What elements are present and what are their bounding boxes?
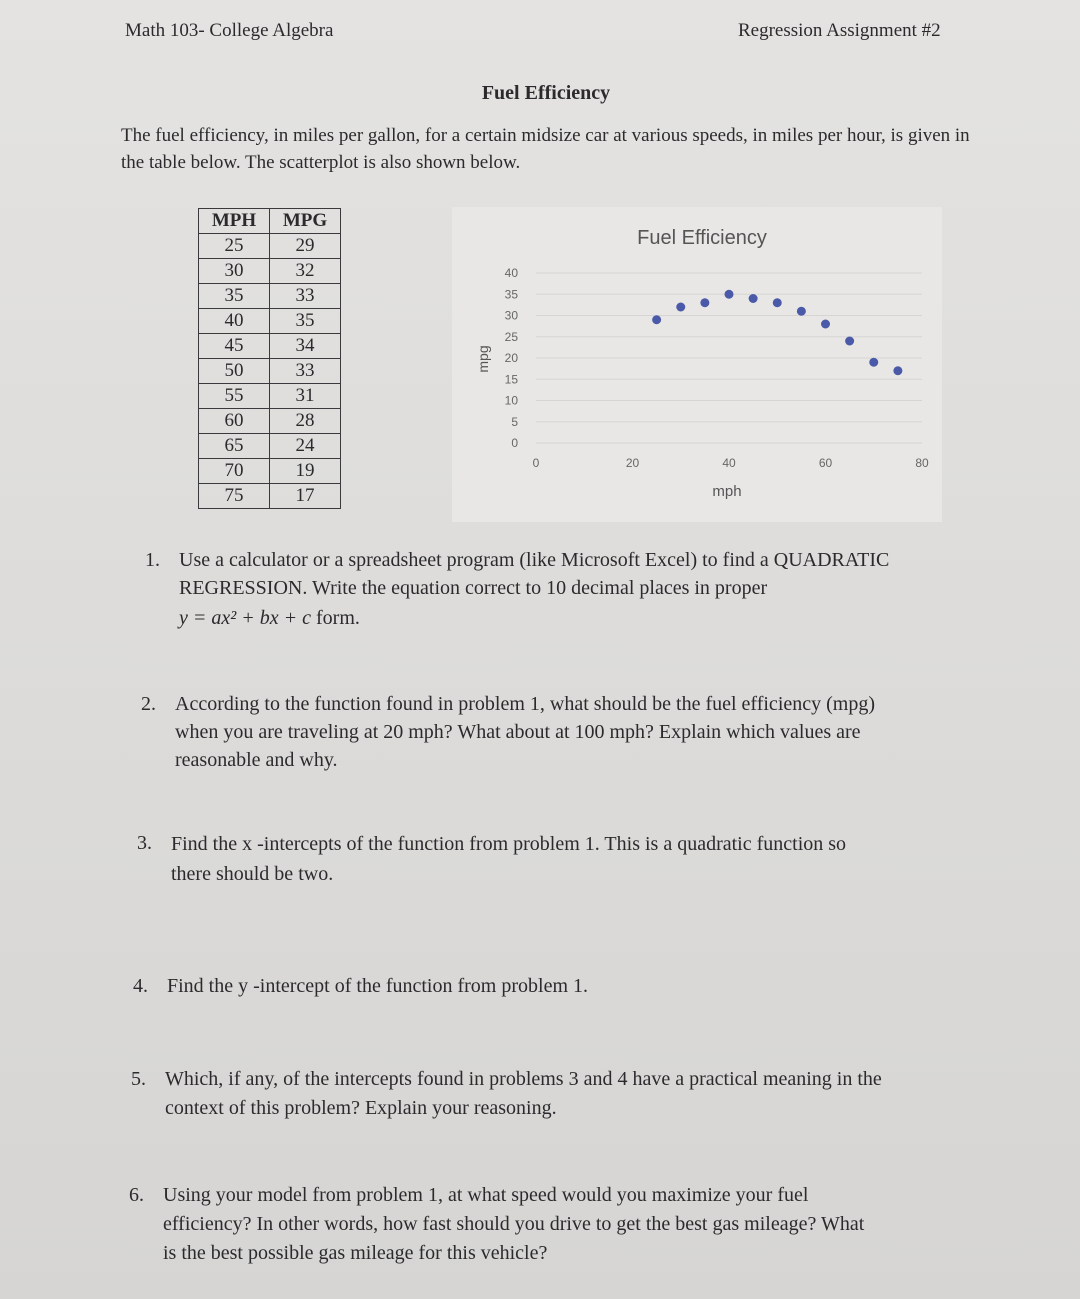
cell-mpg: 32	[270, 259, 341, 284]
cell-mph: 55	[199, 384, 270, 409]
table-row	[199, 284, 341, 309]
column-header-mph: MPH	[199, 209, 270, 234]
y-tick-label: 35	[504, 287, 518, 302]
x-tick-label: 20	[625, 456, 640, 470]
table-row	[199, 384, 341, 409]
data-table	[198, 208, 341, 509]
data-point	[845, 337, 854, 346]
table-row	[199, 259, 341, 284]
cell-mph: 35	[199, 284, 270, 309]
cell-mph: 30	[199, 259, 270, 284]
cell-mph: 25	[199, 234, 270, 259]
table-row	[199, 309, 341, 334]
question-line: context of this problem? Explain your reasoning.	[165, 1097, 557, 1119]
cell-mph: 60	[199, 409, 270, 434]
x-tick-label: 0	[532, 456, 540, 470]
question-line: when you are traveling at 20 mph? What about at 100 mph? Explain which values are	[175, 721, 861, 743]
data-point	[797, 307, 806, 316]
cell-mph: 70	[199, 459, 270, 484]
data-point	[725, 290, 734, 299]
table-header-row	[199, 209, 341, 234]
cell-mpg: 35	[270, 309, 341, 334]
cell-mph: 50	[199, 359, 270, 384]
table-row	[199, 234, 341, 259]
x-axis-label: mph	[712, 483, 742, 500]
y-tick-label: 25	[504, 329, 518, 344]
cell-mph: 40	[199, 309, 270, 334]
cell-mpg: 29	[270, 234, 341, 259]
cell-mpg: 33	[270, 284, 341, 309]
table-row	[199, 459, 341, 484]
cell-mph: 75	[199, 484, 270, 509]
y-tick-label: 0	[511, 436, 518, 450]
scatterplot-chart	[452, 207, 942, 522]
chart-title: Fuel Efficiency	[637, 227, 767, 249]
cell-mpg: 17	[270, 484, 341, 509]
cell-mpg: 31	[270, 384, 341, 409]
data-point	[821, 320, 830, 329]
data-point	[652, 315, 661, 324]
data-point	[893, 366, 902, 375]
cell-mpg: 34	[270, 334, 341, 359]
assignment-header: Regression Assignment #2	[738, 20, 941, 41]
cell-mpg: 28	[270, 409, 341, 434]
quadratic-equation: y = ax² + bx + c	[179, 607, 311, 629]
data-point	[773, 298, 782, 307]
question-line: reasonable and why.	[175, 749, 338, 771]
cell-mpg: 24	[270, 434, 341, 459]
question-line: Using your model from problem 1, at what speed would you maximize your fuel	[163, 1184, 809, 1206]
data-point	[700, 298, 709, 307]
table-row	[199, 434, 341, 459]
question-line: there should be two.	[171, 863, 334, 885]
x-tick-label: 80	[915, 456, 929, 470]
page-title: Fuel Efficiency	[481, 82, 611, 104]
question-line: According to the function found in problem 1, what should be the fuel efficiency (mpg)	[175, 693, 875, 715]
y-axis-label: mpg	[475, 345, 491, 373]
question-number: 1.	[145, 549, 160, 571]
y-tick-label: 30	[504, 308, 518, 323]
question-line: Find the x -intercepts of the function from problem 1. This is a quadratic function so	[171, 833, 847, 855]
question-line: is the best possible gas mileage for this vehicle?	[163, 1242, 548, 1264]
question-number: 6.	[129, 1184, 144, 1206]
column-header-mpg: MPG	[270, 209, 341, 234]
table-row	[199, 334, 341, 359]
equation-line	[179, 604, 979, 632]
data-point	[749, 294, 758, 303]
cell-mpg: 19	[270, 459, 341, 484]
question-line: Which, if any, of the intercepts found in problems 3 and 4 have a practical meaning in the	[165, 1068, 882, 1090]
table-row	[199, 484, 341, 509]
question-number: 4.	[133, 975, 148, 997]
y-tick-label: 40	[504, 266, 518, 280]
question-line: REGRESSION. Write the equation correct to 10 decimal places in proper	[179, 577, 768, 599]
question-number: 2.	[141, 693, 156, 715]
intro-paragraph: The fuel efficiency, in miles per gallon, for a certain midsize car at various speeds, in miles per hour, is given in the table below. The scatterplot is also shown below.	[121, 125, 970, 173]
y-tick-label: 10	[504, 393, 518, 408]
cell-mph: 65	[199, 434, 270, 459]
scatterplot-svg	[452, 207, 942, 522]
y-tick-label: 15	[504, 372, 518, 387]
question-number: 3.	[137, 832, 152, 854]
y-tick-label: 20	[504, 351, 518, 365]
y-tick-label: 5	[511, 414, 518, 429]
cell-mph: 45	[199, 334, 270, 359]
question-line: Use a calculator or a spreadsheet program (like Microsoft Excel) to find a QUADRATIC	[179, 549, 890, 571]
question-line: form.	[316, 607, 360, 629]
data-point	[869, 358, 878, 367]
x-tick-label: 40	[722, 456, 736, 470]
course-header: Math 103- College Algebra	[125, 20, 334, 41]
table-row	[199, 409, 341, 434]
question-line: efficiency? In other words, how fast should you drive to get the best gas mileage? What	[163, 1213, 865, 1235]
table-row	[199, 359, 341, 384]
x-tick-label: 60	[818, 456, 833, 470]
cell-mpg: 33	[270, 359, 341, 384]
question-line: Find the y -intercept of the function from problem 1.	[167, 975, 589, 997]
data-point	[676, 303, 685, 312]
question-number: 5.	[131, 1068, 146, 1090]
